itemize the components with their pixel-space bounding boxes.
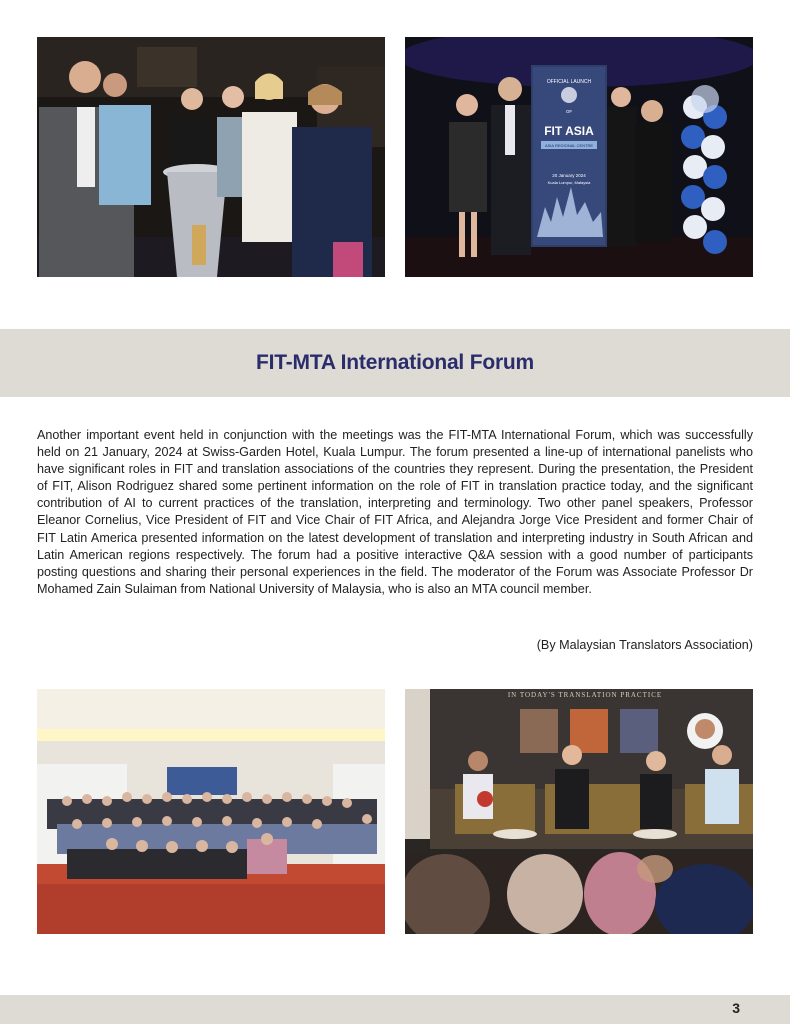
banner-line1: OFFICIAL LAUNCH — [546, 79, 592, 85]
page-footer — [0, 995, 790, 1024]
article-credit: (By Malaysian Translators Association) — [536, 638, 753, 652]
section-title-band — [0, 329, 790, 397]
banner-line2: OF — [565, 109, 573, 114]
article-body: Another important event held in conjunction with the meetings was the FIT-MTA International Forum, which was successfully held on 21 January, 2024 at Swiss-Garden Hotel, Kuala Lumpur. The forum presented a line-up of international panelists who have significant roles in FIT and translation associations of the countries they represent. During the presentation, the President of FIT, Alison Rodriguez shared some pertinent information on the role of FIT in translation practice today, and the significant contribution of AI to current practices of the translation, interpreting and terminology. Two other panel speakers, Professor Eleanor Cornelius, Vice President of FIT and Vice Chair of FIT Africa, and Alejandra Jorge Vice President and former Chair of FIT Latin America presented information on the latest development of translation and interpreting industry in South African and Latin American regions respectively. The forum had a positive interactive Q&A session with a good number of participants posting questions and sharing their personal experiences in the field. The moderator of the Forum was Associate Professor Dr Mohamed Zain Sulaiman from National University of Malaysia, who is also an MTA council member. — [37, 428, 753, 596]
photo-panel-discussion — [405, 689, 753, 934]
panel-screen-heading: IN TODAY'S TRANSLATION PRACTICE — [507, 691, 663, 699]
page-number: 3 — [732, 1000, 740, 1016]
section-title: FIT-MTA International Forum — [255, 351, 535, 374]
photo-group-participants — [37, 689, 385, 934]
photo-fit-asia-launch — [405, 37, 753, 277]
banner-place: Kuala Lumpur, Malaysia — [547, 180, 591, 185]
photo-reception-guests — [37, 37, 385, 277]
banner-date: 20 January 2024 — [552, 173, 586, 178]
banner-title: FIT ASIA — [544, 124, 594, 138]
banner-subtitle: ASIA REGIONAL CENTRE — [544, 143, 594, 148]
